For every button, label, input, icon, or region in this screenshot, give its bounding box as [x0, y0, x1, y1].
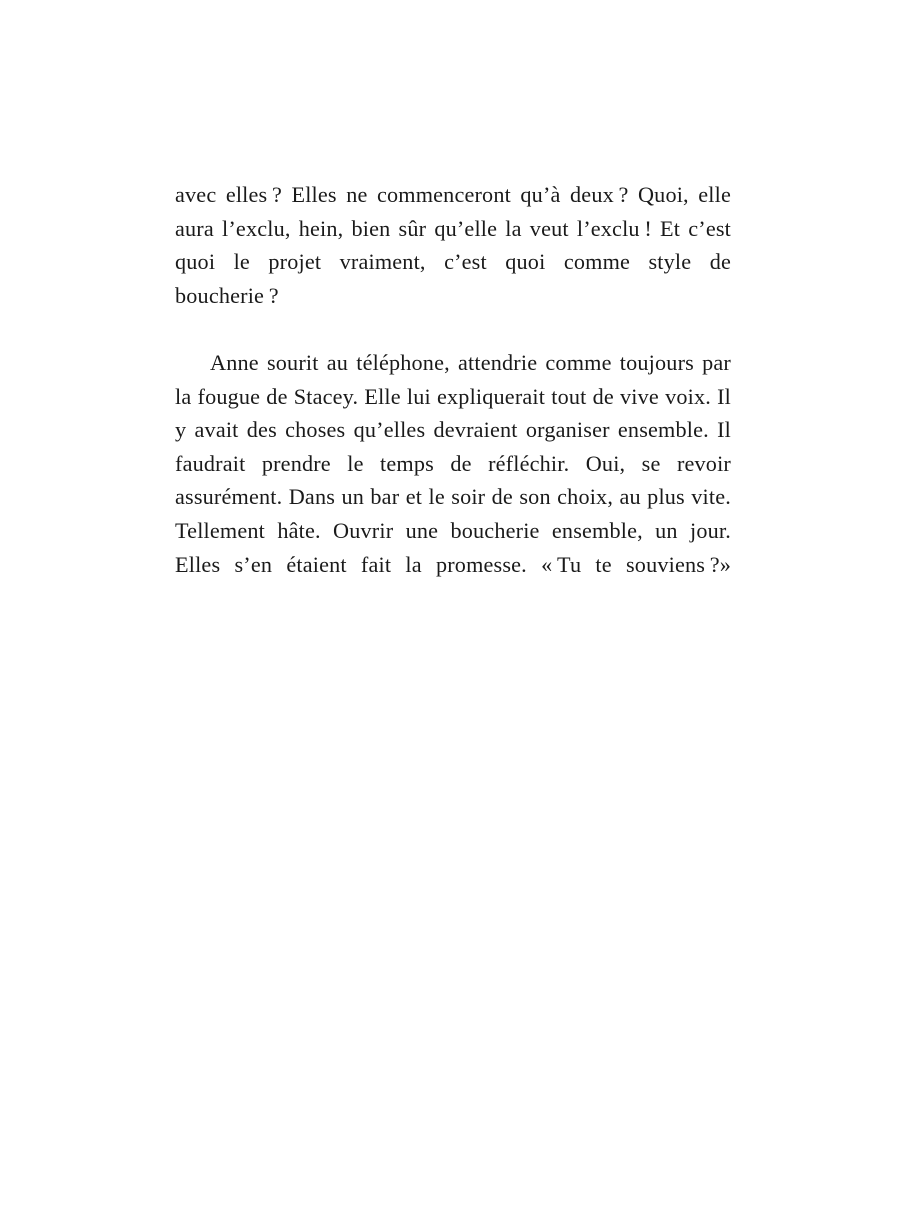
text-block	[175, 178, 731, 615]
paragraph-anne: Anne sourit au téléphone, attendrie comme toujours par la fougue de Stacey. Elle lui expliquerait tout de vive voix. Il y avait des choses qu’elles devraient organiser ensemble. Il faudrait prendre le temps de réfléchir. Oui, se revoir assurément. Dans un bar et le soir de son choix, au plus vite. Tellement hâte. Ouvrir une boucherie ensemble, un jour. Elles s’en étaient fait la promesse. « Tu te souviens ?»	[175, 349, 731, 577]
paragraph-continuation: avec elles ? Elles ne commenceront qu’à deux ? Quoi, elle aura l’exclu, hein, bien sûr qu’elle la veut l’exclu ! Et c’est quoi le projet vraiment, c’est quoi comme style de boucherie ?	[175, 182, 731, 308]
